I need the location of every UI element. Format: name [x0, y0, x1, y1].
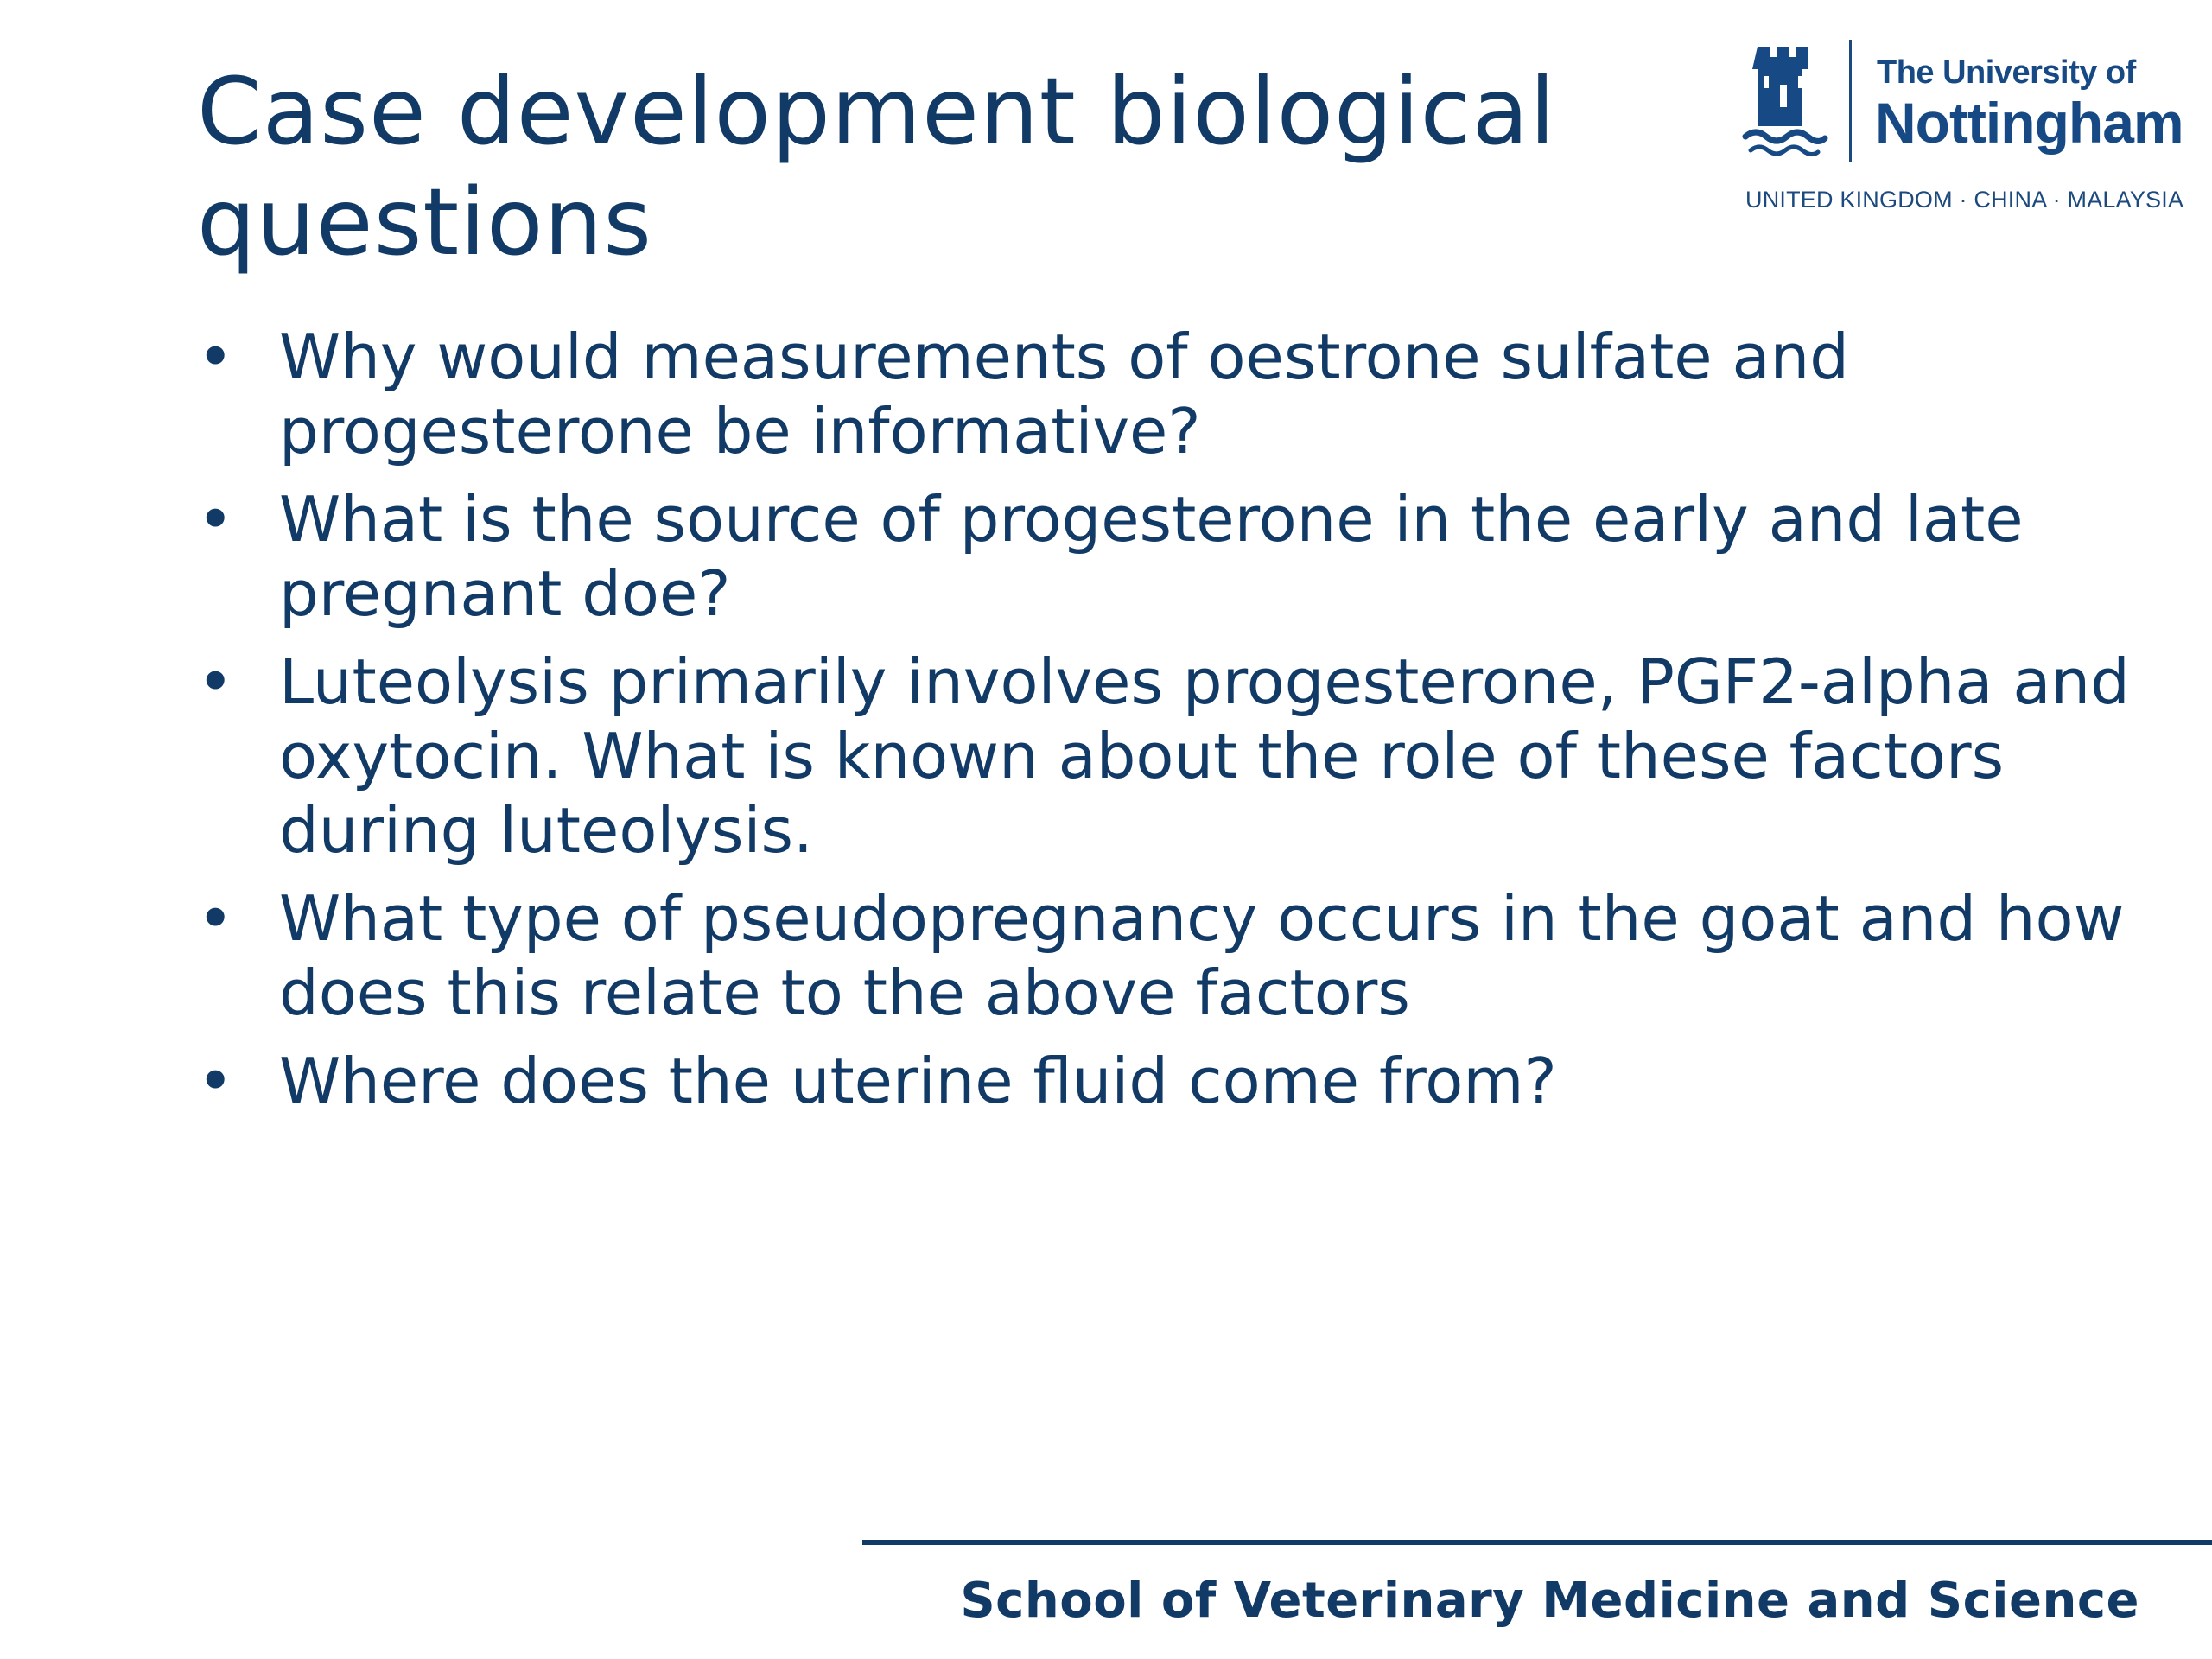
bullet-text: Where does the uterine fluid come from?	[279, 1045, 1557, 1117]
logo-divider	[1849, 40, 1852, 162]
bullet-text: What type of pseudopregnancy occurs in the goat and how does this relate to the above factors	[279, 882, 2125, 1029]
slide-title-line-1: Case development biological	[197, 59, 1556, 166]
bullet-item	[197, 320, 2176, 468]
logo-tagline: UNITED KINGDOM · CHINA · MALAYSIA	[1745, 187, 2184, 213]
bullet-dot: •	[197, 483, 234, 556]
bullet-item	[197, 1044, 2176, 1118]
bullet-dot: •	[197, 645, 234, 718]
bullet-item	[197, 645, 2176, 868]
bullet-list	[197, 320, 2176, 1132]
logo-name-top: The University of	[1877, 54, 2136, 91]
university-logo	[1737, 36, 2184, 218]
castle-tower-icon	[1742, 41, 1828, 162]
bullet-dot: •	[197, 882, 234, 955]
bullet-dot: •	[197, 1045, 234, 1117]
logo-name-main: Nottingham	[1875, 91, 2183, 155]
bullet-text: Luteolysis primarily involves progesterone, PGF2-alpha and oxytocin. What is known about the role of these factors during luteolysis.	[279, 645, 2130, 867]
bullet-text: Why would measurements of oestrone sulfate and progesterone be informative?	[279, 321, 1849, 467]
slide-title-line-2: questions	[197, 169, 653, 276]
bullet-item	[197, 482, 2176, 631]
footer-school-name: School of Veterinary Medicine and Science	[960, 1573, 2139, 1629]
slide-title	[197, 57, 1666, 278]
bullet-item	[197, 881, 2176, 1030]
footer-divider	[862, 1540, 2212, 1545]
bullet-text: What is the source of progesterone in the early and late pregnant doe?	[279, 483, 2024, 630]
bullet-dot: •	[197, 321, 234, 393]
